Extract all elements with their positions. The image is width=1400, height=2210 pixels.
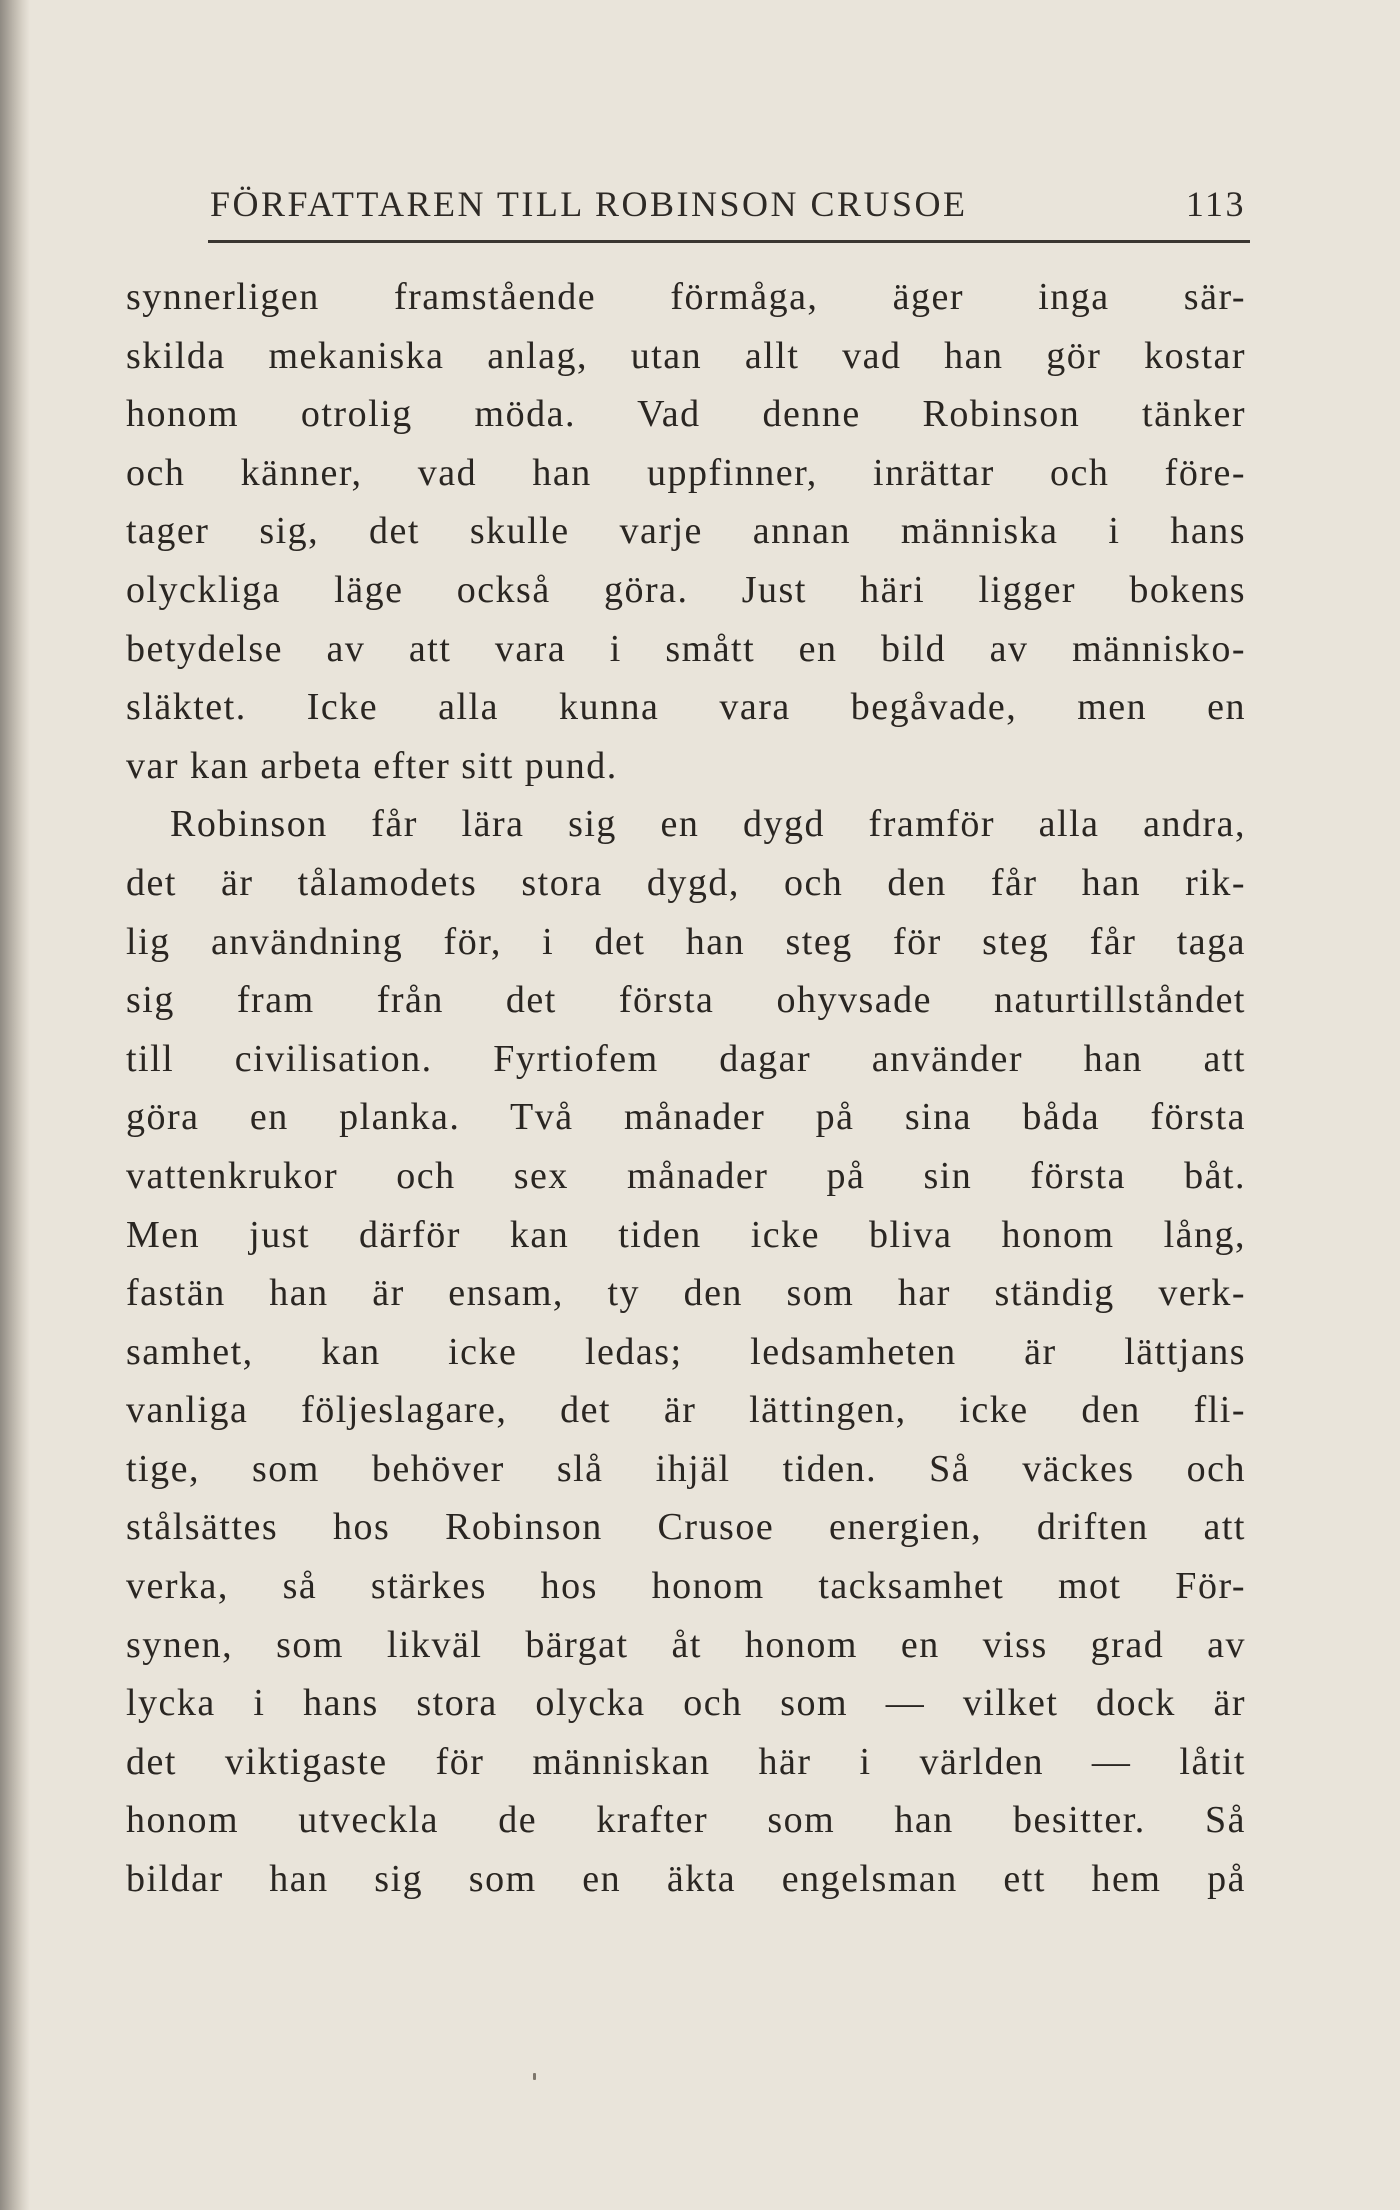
text-line: stålsättes hos Robinson Crusoe energien, driften att — [126, 1506, 1246, 1549]
text-line: skilda mekaniska anlag, utan allt vad han gör kostar — [126, 334, 1246, 377]
text-line-paragraph-start: Robinson får lära sig en dygd framför alla andra, — [170, 803, 1246, 846]
text-line: vanliga följeslagare, det är lättingen, icke den fli- — [126, 1389, 1246, 1432]
text-line: fastän han är ensam, ty den som har ständig verk- — [126, 1272, 1246, 1315]
text-line: det är tålamodets stora dygd, och den får han rik- — [126, 861, 1246, 904]
text-line: och känner, vad han uppfinner, inrättar och före- — [126, 451, 1246, 494]
text-line: lig användning för, i det han steg för steg får taga — [126, 920, 1246, 963]
text-line: bildar han sig som en äkta engelsman ett hem på — [126, 1858, 1246, 1901]
text-line: tige, som behöver slå ihjäl tiden. Så väckes och — [126, 1447, 1246, 1490]
text-line: synen, som likväl bärgat åt honom en viss grad av — [126, 1623, 1246, 1666]
text-line: sig fram från det första ohyvsade naturtillståndet — [126, 979, 1246, 1022]
running-head-title: FÖRFATTAREN TILL ROBINSON CRUSOE — [210, 184, 968, 224]
header-rule — [208, 240, 1250, 243]
text-line: vattenkrukor och sex månader på sin första båt. — [126, 1154, 1246, 1197]
page-number: 113 — [1185, 184, 1246, 224]
text-line: släktet. Icke alla kunna vara begåvade, men en — [126, 686, 1246, 729]
text-line: till civilisation. Fyrtiofem dagar använder han att — [126, 1037, 1246, 1080]
page-gutter-shadow — [0, 0, 30, 2210]
text-line: verka, så stärkes hos honom tacksamhet mot För- — [126, 1565, 1246, 1608]
running-head — [210, 176, 1246, 232]
text-line: lycka i hans stora olycka och som — vilket dock är — [126, 1682, 1246, 1725]
body-text — [126, 268, 1246, 1909]
text-line: synnerligen framstående förmåga, äger inga sär- — [126, 276, 1246, 318]
text-line: Men just därför kan tiden icke bliva honom lång, — [126, 1213, 1246, 1256]
text-line: samhet, kan icke ledas; ledsamheten är lättjans — [126, 1330, 1246, 1373]
text-line-paragraph-end: var kan arbeta efter sitt pund. — [126, 744, 618, 787]
text-line: olyckliga läge också göra. Just häri ligger bokens — [126, 568, 1246, 611]
text-line: honom otrolig möda. Vad denne Robinson tänker — [126, 393, 1246, 436]
text-line: tager sig, det skulle varje annan människa i hans — [126, 510, 1246, 553]
text-line: betydelse av att vara i smått en bild av människo- — [126, 627, 1246, 670]
paper-speck — [533, 2073, 536, 2080]
text-line: göra en planka. Två månader på sina båda första — [126, 1096, 1246, 1139]
text-line: det viktigaste för människan här i världen — låtit — [126, 1740, 1246, 1783]
text-line: honom utveckla de krafter som han besitter. Så — [126, 1799, 1246, 1842]
